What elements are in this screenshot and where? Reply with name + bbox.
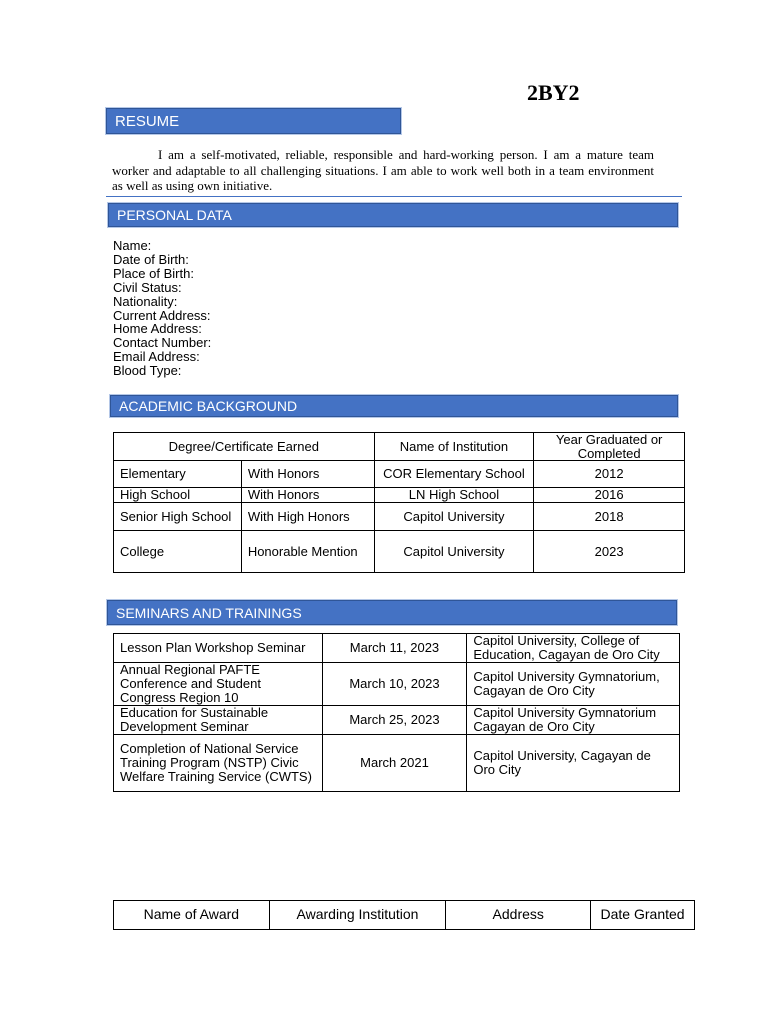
institution-cell: Capitol University — [374, 531, 534, 573]
honor-cell: With Honors — [241, 488, 374, 503]
field-current-address: Current Address: — [113, 307, 211, 323]
seminar-date-cell: March 11, 2023 — [322, 634, 467, 663]
table-row — [114, 531, 685, 573]
awards-table — [113, 900, 695, 930]
seminar-date-cell: March 2021 — [322, 735, 467, 792]
personal-data-fields — [113, 239, 211, 378]
header-year: Year Graduated or Completed — [534, 433, 685, 461]
table-row — [114, 488, 685, 503]
table-row — [114, 461, 685, 488]
field-blood-type: Blood Type: — [113, 363, 182, 379]
field-civil-status: Civil Status: — [113, 279, 182, 295]
honor-cell: Honorable Mention — [241, 531, 374, 573]
honor-cell: With High Honors — [241, 503, 374, 531]
table-row — [114, 735, 680, 792]
header-awarding-institution: Awarding Institution — [269, 901, 446, 930]
resume-summary: I am a self-motivated, reliable, responsible and hard-working person. I am a mature team worker and adaptable to all challenging situations. I am able to work well both in a team environment as well as using own initiative. — [112, 147, 654, 193]
seminar-title-cell: Lesson Plan Workshop Seminar — [114, 634, 323, 663]
seminar-date-cell: March 10, 2023 — [322, 663, 467, 706]
seminar-venue-cell: Capitol University, Cagayan de Oro City — [467, 735, 680, 792]
seminar-date-cell: March 25, 2023 — [322, 706, 467, 735]
seminar-title-cell: Annual Regional PAFTE Conference and Student Congress Region 10 — [114, 663, 323, 706]
institution-cell: LN High School — [374, 488, 534, 503]
table-row — [114, 663, 680, 706]
seminars-table — [113, 633, 680, 792]
table-header-row — [114, 433, 685, 461]
academic-table — [113, 432, 685, 573]
field-date-of-birth: Date of Birth: — [113, 251, 189, 267]
personal-data-heading: PERSONAL DATA — [108, 203, 678, 227]
year-cell: 2016 — [534, 488, 685, 503]
seminar-title-cell: Education for Sustainable Development Seminar — [114, 706, 323, 735]
seminar-title-cell: Completion of National Service Training Program (NSTP) Civic Welfare Training Service (CWTS) — [114, 735, 323, 792]
table-row — [114, 503, 685, 531]
photo-placeholder-label: 2BY2 — [527, 80, 580, 105]
level-cell: Senior High School — [114, 503, 242, 531]
field-place-of-birth: Place of Birth: — [113, 265, 194, 281]
field-nationality: Nationality: — [113, 293, 178, 309]
level-cell: College — [114, 531, 242, 573]
field-home-address: Home Address: — [113, 321, 202, 337]
seminar-venue-cell: Capitol University Gymnatorium Cagayan de Oro City — [467, 706, 680, 735]
header-address: Address — [446, 901, 591, 930]
section-divider — [106, 196, 682, 197]
resume-heading: RESUME — [106, 108, 401, 134]
table-row — [114, 706, 680, 735]
level-cell: High School — [114, 488, 242, 503]
header-degree: Degree/Certificate Earned — [114, 433, 375, 461]
year-cell: 2023 — [534, 531, 685, 573]
seminar-venue-cell: Capitol University, College of Education, Cagayan de Oro City — [467, 634, 680, 663]
institution-cell: COR Elementary School — [374, 461, 534, 488]
academic-background-heading: ACADEMIC BACKGROUND — [110, 395, 678, 417]
header-name-of-award: Name of Award — [114, 901, 270, 930]
institution-cell: Capitol University — [374, 503, 534, 531]
table-header-row — [114, 901, 695, 930]
year-cell: 2012 — [534, 461, 685, 488]
field-email-address: Email Address: — [113, 349, 200, 365]
field-contact-number: Contact Number: — [113, 335, 212, 351]
header-institution: Name of Institution — [374, 433, 534, 461]
seminar-venue-cell: Capitol University Gymnatorium, Cagayan de Oro City — [467, 663, 680, 706]
seminars-heading: SEMINARS AND TRAININGS — [107, 600, 677, 625]
year-cell: 2018 — [534, 503, 685, 531]
level-cell: Elementary — [114, 461, 242, 488]
field-name: Name: — [113, 238, 152, 253]
honor-cell: With Honors — [241, 461, 374, 488]
table-row — [114, 634, 680, 663]
header-date-granted: Date Granted — [591, 901, 695, 930]
